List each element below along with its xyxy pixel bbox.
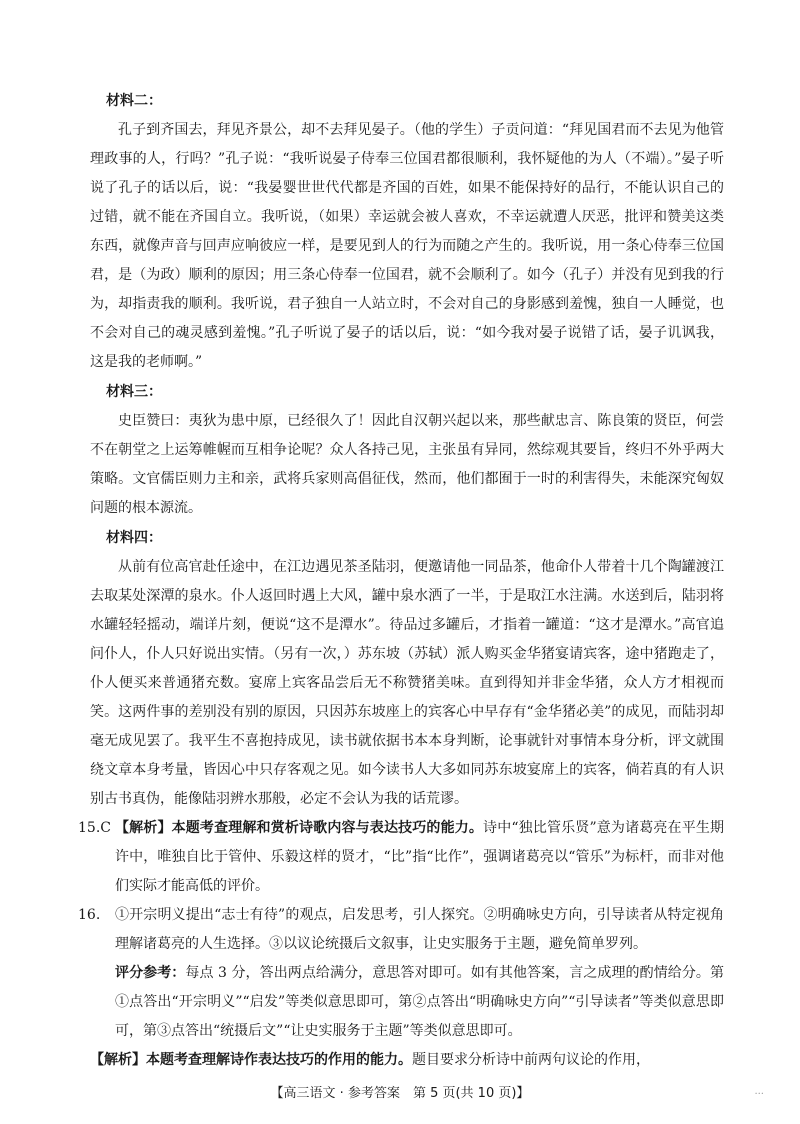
material-4-text: 从前有位高官赴任途中，在江边遇见茶圣陆羽，便邀请他一同品茶，他命仆人带着十几个陶罐渡江去取某处深潭的泉水。仆人返回时遇上大风，罐中泉水洒了一半，于是取江水注满。水送到后，陆羽将水罐轻轻摇动，端详片刻，便说“这不是潭水”。待品过多罐后，才指着一罐道：“这才是潭水。”高官追问仆人，仆人只好说出实情。（另有一次，）苏东坡（苏轼）派人购买金华猪宴请宾客，途中猪跑走了，仆人便买来普通猪充数。宴席上宾客品尝后无不称赞猪美味。直到得知并非金华猪，众人方才相视而笑。这两件事的差别没有别的原因，只因苏东坡座上的宾客心中早存有“金华猪必美”的成见，而陆羽却毫无成见罢了。我平生不喜抱持成见，读书就依据书本本身判断，论事就针对事情本身分析，评文就围绕文章本身考量，皆因心中只存客观之见。如今读书人大多如同苏东坡宴席上的宾客，倘若真的有人识别古书真伪，能像陆羽辨水那般，必定不会认为我的话荒谬。 xyxy=(90,559,724,807)
question-15-analysis-lead: 本题考查理解和赏析诗歌内容与表达技巧的能力。 xyxy=(171,820,484,836)
question-16-answer: ①开宗明义提出“志士有待”的观点，启发思考，引人探究。②明确咏史方向，引导读者从特定视角理解诸葛亮的人生选择。③以议论统摄后文叙事，让史实服务于主题，避免简单罗列。 xyxy=(115,907,724,952)
scoring-label: 评分参考： xyxy=(115,965,186,981)
scoring-text: 每点 3 分，答出两点给满分，意思答对即可。如有其他答案，言之成理的酌情给分。第①点答出“开宗明义”“启发”等类似意思即可，第②点答出“明确咏史方向”“引导读者”等类似意思即可，第③点答出“统摄后文”“让史实服务于主题”等类似意思即可。 xyxy=(115,965,724,1039)
scoring-reference xyxy=(90,959,724,1046)
question-16-analysis-text: 题目要求分析诗中前两句议论的作用， xyxy=(412,1052,650,1068)
material-3-text: 史臣赞曰：夷狄为患中原，已经很久了！因此自汉朝兴起以来，那些献忠言、陈良策的贤臣，何尝不在朝堂之上运筹帷幄而互相争论呢？众人各持己见，主张虽有异同，然综观其要旨，终归不外乎两大策略。文官儒臣则力主和亲，武将兵家则高倡征伐，然而，他们都囿于一时的利害得失，未能深究匈奴问题的根本源流。 xyxy=(90,413,724,516)
question-15-analysis-tag: 【解析】 xyxy=(115,820,172,836)
corner-mark: ... xyxy=(754,1086,764,1097)
question-15 xyxy=(78,814,724,901)
material-3-label: 材料三： xyxy=(106,384,162,400)
material-4-label: 材料四： xyxy=(106,530,162,546)
question-15-analysis-text: 诗中“独比管乐贤”意为诸葛亮在平生期许中，唯独自比于管仲、乐毅这样的贤才，“比”指“比作”，强调诸葛亮以“管乐”为标杆，而非对他们实际才能高低的评价。 xyxy=(115,820,724,894)
page-footer: 【高三语文 · 参考答案 第 5 页(共 10 页)】 xyxy=(270,1086,530,1101)
question-16-number: 16. xyxy=(78,907,101,923)
question-16-analysis-lead: 本题考查理解诗作表达技巧的作用的能力。 xyxy=(146,1052,412,1068)
question-15-number: 15.C xyxy=(78,820,111,836)
question-16-analysis-tag: 【解析】 xyxy=(90,1052,146,1068)
question-16 xyxy=(78,901,724,959)
material-2-label: 材料二： xyxy=(106,93,162,109)
material-2-text: 孔子到齐国去，拜见齐景公，却不去拜见晏子。（他的学生）子贡问道：“拜见国君而不去见为他管理政事的人，行吗？”孔子说：“我听说晏子侍奉三位国君都很顺利，我怀疑他的为人（不端）。”晏子听说了孔子的话以后，说：“我晏婴世世代代都是齐国的百姓，如果不能保持好的品行，不能认识自己的过错，就不能在齐国自立。我听说，（如果）幸运就会被人喜欢，不幸运就遭人厌恶，批评和赞美这类东西，就像声音与回声应响彼应一样，是要见到人的行为而随之产生的。我听说，用一条心侍奉三位国君，是（为政）顺利的原因；用三条心侍奉一位国君，就不会顺利了。如今（孔子）并没有见到我的行为，却指责我的顺利。我听说，君子独自一人站立时，不会对自己的身影感到羞愧，独自一人睡觉，也不会对自己的魂灵感到羞愧。”孔子听说了晏子的话以后，说：“如今我对晏子说错了话，晏子讥讽我，这是我的老师啊。” xyxy=(90,122,724,370)
question-16-analysis xyxy=(90,1046,724,1075)
